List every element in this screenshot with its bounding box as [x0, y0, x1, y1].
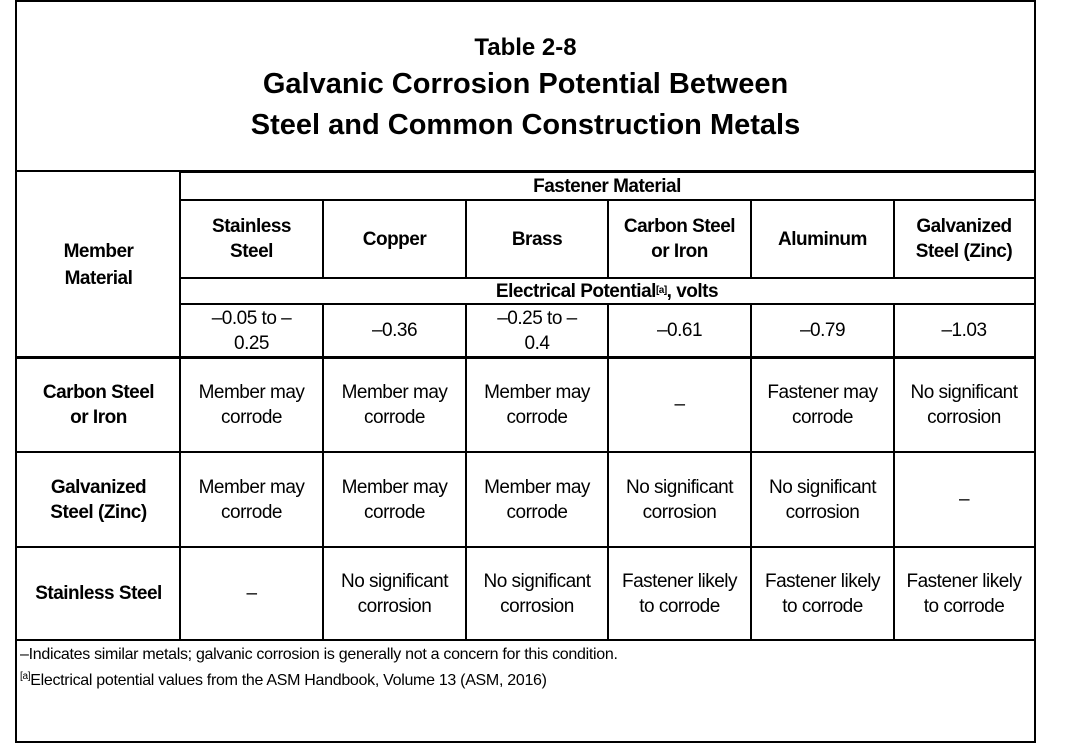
corrosion-cell: –: [674, 394, 685, 415]
corrosion-cell: No significant corrosion: [483, 570, 591, 617]
grid-line: [180, 171, 1034, 173]
potential-value: –0.36: [371, 320, 418, 341]
fastener-column-header: Stainless Steel: [212, 216, 291, 262]
fastener-column-header: Copper: [362, 228, 427, 250]
electrical-potential-header: Electrical Potential [a] , volts: [495, 280, 719, 302]
potential-value: –0.79: [799, 320, 846, 341]
grid-line: [17, 451, 1034, 453]
table-title-line-1: Galvanic Corrosion Potential Between: [262, 68, 789, 100]
grid-line: [893, 304, 895, 640]
footnote-marker: [a]: [20, 671, 31, 682]
fastener-column-header: Aluminum: [778, 228, 867, 250]
electrical-potential-units: , volts: [666, 280, 719, 302]
member-row-header: Galvanized Steel (Zinc): [50, 476, 147, 523]
potential-value: –0.05 to –0.25: [211, 307, 292, 354]
grid-line: [750, 200, 752, 278]
grid-line: [465, 304, 467, 640]
grid-line: [607, 304, 609, 640]
corrosion-cell: Member may corrode: [341, 476, 448, 523]
corrosion-cell: No significant corrosion: [768, 476, 877, 523]
corrosion-cell: Member may corrode: [484, 476, 590, 523]
fastener-column-header: Brass: [511, 228, 563, 250]
grid-line: [17, 356, 1034, 359]
potential-value: –0.25 to –0.4: [497, 307, 577, 354]
grid-line: [179, 172, 181, 640]
footnotes: [20, 642, 618, 694]
footnote-dash: –Indicates similar metals; galvanic corrosion is generally not a concern for this condition.: [20, 646, 618, 663]
corrosion-cell: Fastener likely to corrode: [765, 570, 880, 617]
fastener-column-header: Carbon Steel or Iron: [623, 216, 736, 262]
fastener-material-header: Fastener Material: [533, 175, 681, 197]
corrosion-cell: Fastener may corrode: [767, 381, 878, 428]
grid-line: [322, 304, 324, 640]
footnote-source: [20, 668, 618, 694]
member-material-header: Member Material: [63, 240, 134, 289]
corrosion-cell: Fastener likely to corrode: [906, 570, 1022, 617]
grid-line: [893, 200, 895, 278]
table-frame: [15, 0, 1036, 743]
potential-value: –1.03: [941, 320, 987, 341]
title-block: [17, 2, 1034, 172]
footnote-source-text: Electrical potential values from the ASM Handbook, Volume 13 (ASM, 2016): [30, 672, 547, 689]
electrical-potential-label: Electrical Potential: [495, 280, 656, 302]
corrosion-cell: –: [958, 489, 970, 510]
fastener-column-header: Galvanized Steel (Zinc): [915, 216, 1013, 262]
corrosion-cell: No significant corrosion: [340, 570, 449, 617]
corrosion-cell: –: [246, 583, 257, 604]
corrosion-cell: Member may corrode: [198, 476, 305, 523]
corrosion-cell: Member may corrode: [198, 381, 305, 428]
corrosion-cell: Fastener likely to corrode: [622, 570, 737, 617]
table-number: Table 2-8: [474, 34, 577, 61]
corrosion-cell: No significant corrosion: [910, 381, 1018, 428]
grid-line: [17, 639, 1034, 641]
grid-line: [465, 200, 467, 278]
grid-line: [750, 304, 752, 640]
grid-line: [607, 200, 609, 278]
corrosion-cell: Member may corrode: [484, 381, 590, 428]
grid-line: [322, 200, 324, 278]
member-row-header: Stainless Steel: [35, 583, 162, 604]
grid-line: [17, 546, 1034, 548]
table-title-line-2: Steel and Common Construction Metals: [250, 109, 801, 141]
corrosion-cell: No significant corrosion: [625, 476, 734, 523]
potential-value: –0.61: [656, 320, 703, 341]
member-row-header: Carbon Steel or Iron: [42, 381, 155, 428]
corrosion-cell: Member may corrode: [341, 381, 448, 428]
